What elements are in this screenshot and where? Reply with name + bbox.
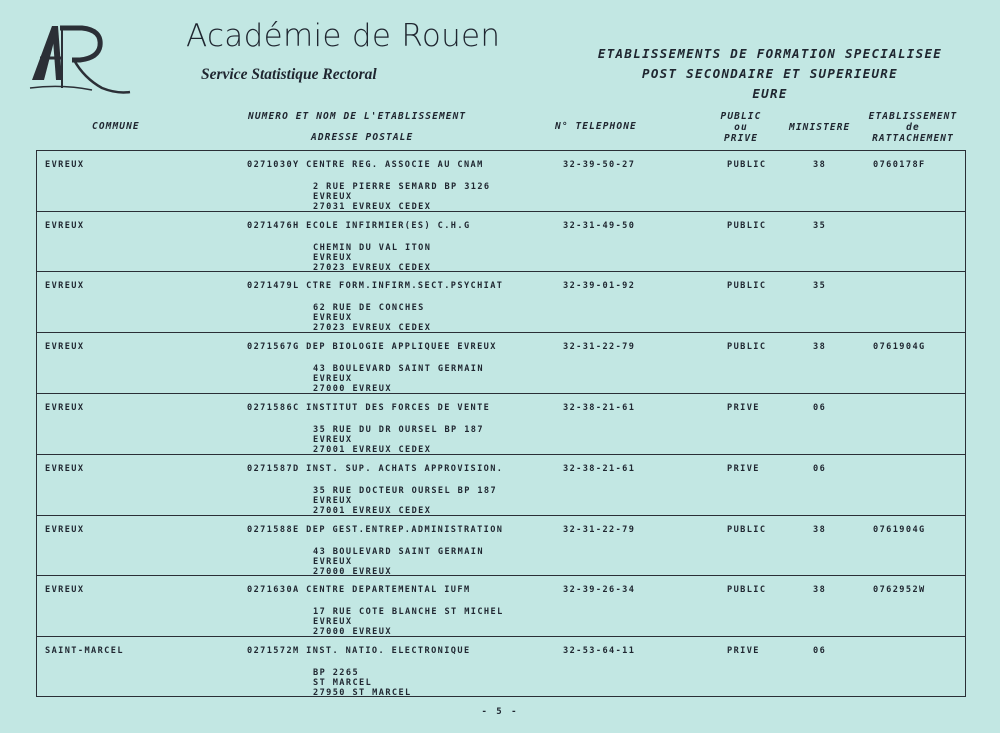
table-row: [37, 516, 965, 576]
cell-numero-nom: 0271587D INST. SUP. ACHATS APPROVISION.: [247, 464, 504, 474]
cell-telephone: 32-53-64-11: [563, 646, 636, 656]
document-title-line2: POST SECONDAIRE ET SUPERIEURE: [642, 66, 898, 81]
cell-telephone: 32-31-49-50: [563, 221, 636, 231]
cell-ministere: 06: [813, 646, 827, 656]
cell-numero-nom: 0271572M INST. NATIO. ELECTRONIQUE: [247, 646, 471, 656]
cell-rattachement: 0761904G: [873, 342, 926, 352]
cell-adresse: 43 BOULEVARD SAINT GERMAIN EVREUX 27000 EVREUX: [313, 364, 484, 394]
cell-public-prive: PUBLIC: [727, 281, 767, 291]
cell-adresse: 2 RUE PIERRE SEMARD BP 3126 EVREUX 27031 EVREUX CEDEX: [313, 182, 491, 212]
table-row: [37, 333, 965, 394]
cell-numero-nom: 0271479L CTRE FORM.INFIRM.SECT.PSYCHIAT: [247, 281, 504, 291]
table-row: [37, 637, 965, 696]
cell-numero-nom: 0271030Y CENTRE REG. ASSOCIE AU CNAM: [247, 160, 484, 170]
cell-telephone: 32-39-50-27: [563, 160, 636, 170]
cell-adresse: 17 RUE COTE BLANCHE ST MICHEL EVREUX 27000 EVREUX: [313, 607, 504, 637]
cell-numero-nom: 0271476H ECOLE INFIRMIER(ES) C.H.G: [247, 221, 471, 231]
document-title-line1: ETABLISSEMENTS DE FORMATION SPECIALISEE: [597, 46, 943, 61]
cell-ministere: 06: [813, 403, 827, 413]
cell-public-prive: PRIVE: [727, 464, 760, 474]
cell-ministere: 38: [813, 160, 827, 170]
cell-public-prive: PUBLIC: [727, 160, 767, 170]
table-row: [37, 151, 965, 212]
cell-telephone: 32-39-01-92: [563, 281, 636, 291]
department-title: EURE: [752, 86, 788, 101]
cell-commune: EVREUX: [45, 464, 85, 474]
cell-public-prive: PUBLIC: [727, 342, 767, 352]
cell-commune: EVREUX: [45, 525, 85, 535]
table-row: [37, 394, 965, 455]
cell-ministere: 35: [813, 221, 827, 231]
col-header-rattachement-l3: RATTACHEMENT: [872, 133, 954, 144]
col-header-rattachement-l2: de: [906, 122, 920, 133]
col-header-ministere: MINISTERE: [789, 122, 851, 133]
cell-ministere: 06: [813, 464, 827, 474]
col-header-telephone: N° TELEPHONE: [555, 121, 637, 132]
cell-public-prive: PUBLIC: [727, 585, 767, 595]
cell-numero-nom: 0271630A CENTRE DEPARTEMENTAL IUFM: [247, 585, 471, 595]
cell-ministere: 38: [813, 342, 827, 352]
col-header-public-l1: PUBLIC: [720, 111, 762, 122]
cell-commune: EVREUX: [45, 342, 85, 352]
cell-rattachement: 0761904G: [873, 525, 926, 535]
cell-telephone: 32-31-22-79: [563, 525, 636, 535]
table-row: [37, 576, 965, 637]
cell-ministere: 35: [813, 281, 827, 291]
table-row: [37, 272, 965, 333]
cell-ministere: 38: [813, 525, 827, 535]
cell-public-prive: PUBLIC: [727, 221, 767, 231]
cell-public-prive: PRIVE: [727, 403, 760, 413]
cell-adresse: BP 2265 ST MARCEL 27950 ST MARCEL: [313, 668, 412, 698]
cell-commune: EVREUX: [45, 160, 85, 170]
cell-telephone: 32-31-22-79: [563, 342, 636, 352]
cell-commune: SAINT-MARCEL: [45, 646, 124, 656]
cell-public-prive: PUBLIC: [727, 525, 767, 535]
cell-commune: EVREUX: [45, 585, 85, 595]
col-header-adresse: ADRESSE POSTALE: [311, 132, 414, 143]
table-row: [37, 455, 965, 516]
cell-numero-nom: 0271588E DEP GEST.ENTREP.ADMINISTRATION: [247, 525, 504, 535]
cell-commune: EVREUX: [45, 281, 85, 291]
cell-numero-nom: 0271586C INSTITUT DES FORCES DE VENTE: [247, 403, 491, 413]
col-header-rattachement-l1: ETABLISSEMENT: [868, 111, 958, 122]
col-header-commune: COMMUNE: [92, 121, 140, 132]
col-header-numero: NUMERO ET NOM DE L'ETABLISSEMENT: [248, 111, 467, 122]
cell-rattachement: 0762952W: [873, 585, 926, 595]
cell-adresse: 35 RUE DOCTEUR OURSEL BP 187 EVREUX 27001 EVREUX CEDEX: [313, 486, 498, 516]
cell-adresse: CHEMIN DU VAL ITON EVREUX 27023 EVREUX CEDEX: [313, 243, 432, 273]
cell-rattachement: 0760178F: [873, 160, 926, 170]
cell-telephone: 32-39-26-34: [563, 585, 636, 595]
cell-public-prive: PRIVE: [727, 646, 760, 656]
col-header-public-l3: PRIVE: [723, 133, 759, 144]
cell-adresse: 35 RUE DU DR OURSEL BP 187 EVREUX 27001 EVREUX CEDEX: [313, 425, 484, 455]
cell-commune: EVREUX: [45, 403, 85, 413]
col-header-public-l2: ou: [734, 122, 748, 133]
table-row: [37, 212, 965, 272]
academie-logo: [22, 18, 132, 98]
service-name: Service Statistique Rectoral: [201, 66, 377, 83]
page-number: - 5 -: [481, 707, 519, 717]
cell-telephone: 32-38-21-61: [563, 403, 636, 413]
establishments-table: [36, 150, 966, 697]
cell-ministere: 38: [813, 585, 827, 595]
academy-name: Académie de Rouen: [186, 18, 501, 54]
cell-adresse: 62 RUE DE CONCHES EVREUX 27023 EVREUX CEDEX: [313, 303, 432, 333]
cell-commune: EVREUX: [45, 221, 85, 231]
cell-numero-nom: 0271567G DEP BIOLOGIE APPLIQUEE EVREUX: [247, 342, 497, 352]
cell-adresse: 43 BOULEVARD SAINT GERMAIN EVREUX 27000 EVREUX: [313, 547, 484, 577]
cell-telephone: 32-38-21-61: [563, 464, 636, 474]
